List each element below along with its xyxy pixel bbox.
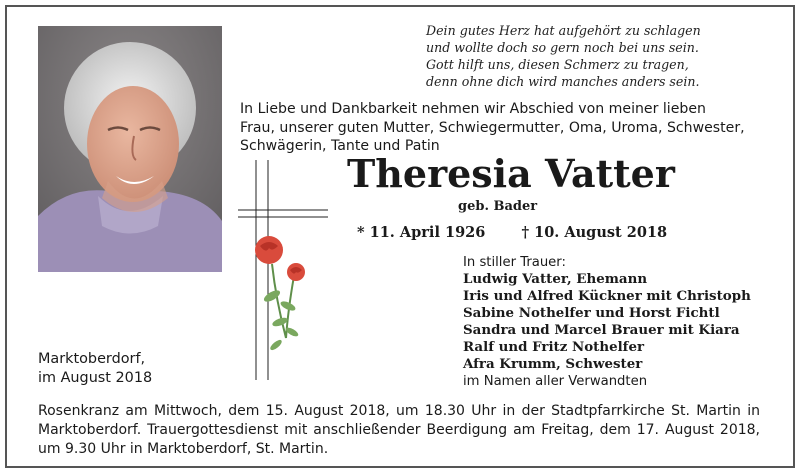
- poem-line: denn ohne dich wird manches anders sein.: [426, 74, 700, 89]
- poem-line: und wollte doch so gern noch bei uns sein.: [426, 40, 699, 55]
- farewell-text: [240, 100, 760, 156]
- mourner-entry: Sandra und Marcel Brauer mit Kiara: [463, 322, 740, 338]
- date-line: im August 2018: [38, 370, 153, 386]
- cross-with-roses-icon: [236, 160, 336, 380]
- service-details: Rosenkranz am Mittwoch, dem 15. August 2018, um 18.30 Uhr in der Stadtpfarrkirche St. Martin in Marktoberdorf. Trauergottesdienst mit anschließender Beerdigung am Freitag, dem 17. August 2018, um 9.30 Uhr in Marktoberdorf, St. Martin.: [38, 403, 760, 457]
- life-dates: [357, 224, 667, 241]
- memorial-poem: [426, 22, 756, 90]
- death-date: † 10. August 2018: [521, 224, 668, 241]
- mourner-entry: Sabine Nothelfer und Horst Fichtl: [463, 305, 720, 321]
- intro-line: Schwägerin, Tante und Patin: [240, 138, 440, 154]
- poem-line: Gott hilft uns, diesen Schmerz zu tragen,: [426, 57, 689, 72]
- birth-name: geb. Bader: [458, 199, 538, 214]
- mourner-entry: Iris und Alfred Kückner mit Christoph: [463, 288, 751, 304]
- mourners-list: [463, 254, 751, 390]
- place-line: Marktoberdorf,: [38, 351, 146, 367]
- mourners-closing: im Namen aller Verwandten: [463, 374, 648, 389]
- mourner-entry: Ralf und Fritz Nothelfer: [463, 339, 645, 355]
- birth-date: * 11. April 1926: [357, 224, 486, 241]
- portrait-photo: [38, 26, 222, 272]
- intro-line: Frau, unserer guten Mutter, Schwiegermutter, Oma, Uroma, Schwester,: [240, 119, 745, 136]
- mourner-entry: Ludwig Vatter, Ehemann: [463, 271, 648, 287]
- deceased-name: Theresia Vatter: [347, 151, 675, 196]
- place-and-date: [38, 350, 152, 388]
- intro-line: In Liebe und Dankbarkeit nehmen wir Abschied von meiner lieben: [240, 101, 706, 117]
- mourners-heading: In stiller Trauer:: [463, 255, 566, 270]
- mourner-entry: Afra Krumm, Schwester: [463, 356, 643, 372]
- poem-line: Dein gutes Herz hat aufgehört zu schlagen: [426, 23, 701, 38]
